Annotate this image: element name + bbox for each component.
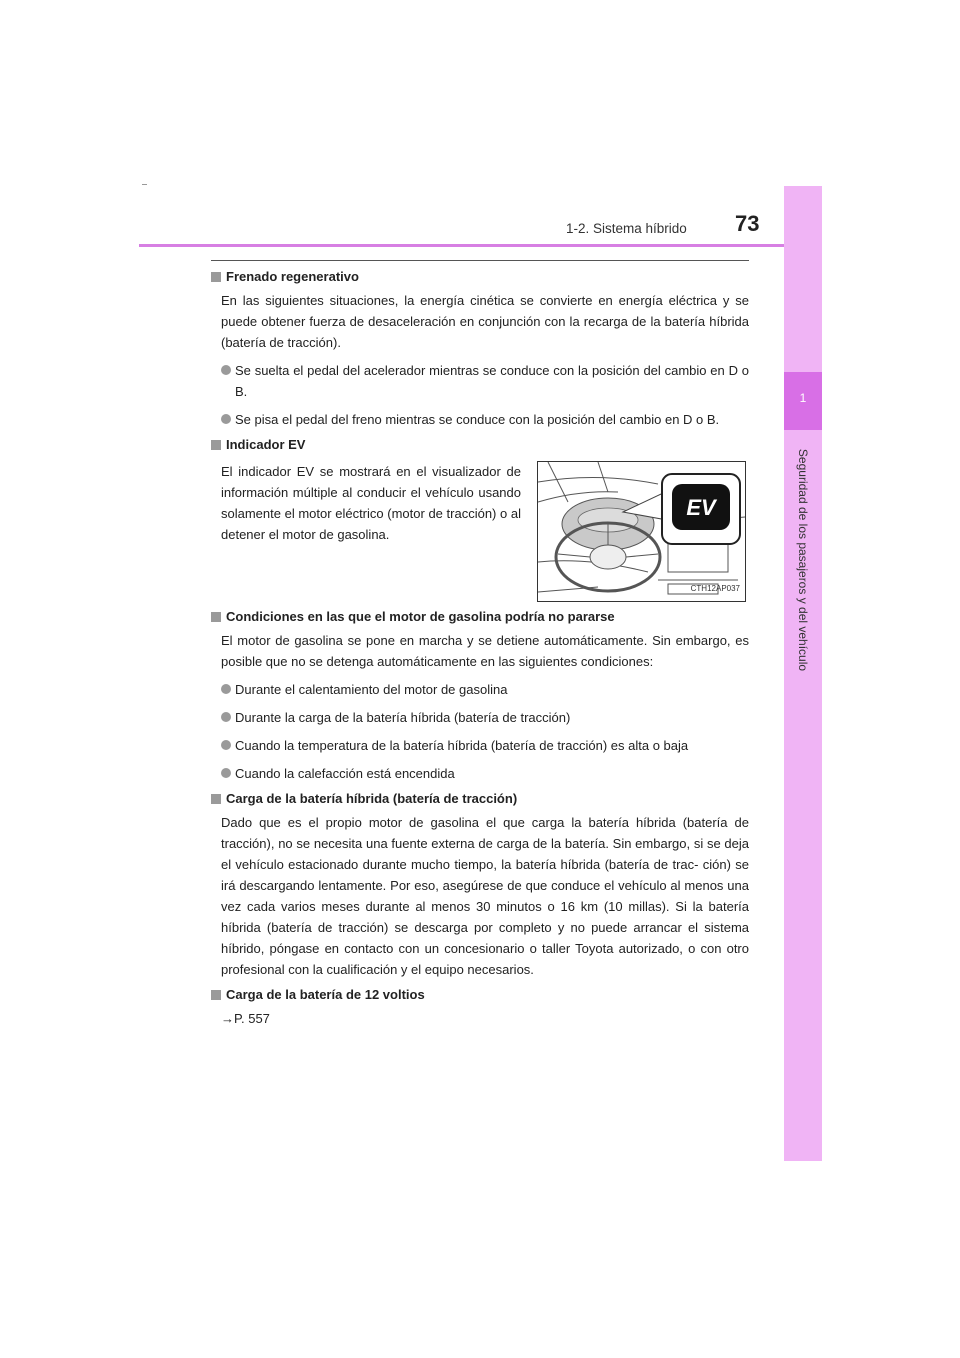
heading-hybrid-battery-charge: Carga de la batería híbrida (batería de tracción): [211, 788, 749, 809]
regen-paragraph: En las siguientes situaciones, la energía cinética se convierte en energía eléctrica y se puede obtener fuerza de desaceleración en conjunción con la recarga de la batería híbrida (batería de tracción).: [221, 293, 749, 350]
page-content: [211, 266, 749, 1029]
engine-paragraph: El motor de gasolina se pone en marcha y se detiene automáticamente. Sin embargo, es posible que no se detenga automáticamente en las siguientes condiciones:: [221, 633, 749, 669]
square-bullet-icon: [211, 794, 221, 804]
header-rule: [139, 244, 820, 247]
page-number: 73: [735, 211, 760, 236]
list-item: Durante el calentamiento del motor de gasolina: [211, 679, 749, 700]
circle-bullet-icon: [221, 684, 231, 694]
chapter-side-tab: [784, 186, 822, 1161]
list-item: Se suelta el pedal del acelerador mientras se conduce con la posición del cambio en D o B.: [211, 360, 749, 402]
square-bullet-icon: [211, 440, 221, 450]
circle-bullet-icon: [221, 712, 231, 722]
circle-bullet-icon: [221, 414, 231, 424]
square-bullet-icon: [211, 990, 221, 1000]
square-bullet-icon: [211, 272, 221, 282]
dashboard-illustration: [537, 461, 746, 602]
content-top-rule: [211, 260, 749, 261]
list-item: Cuando la calefacción está encendida: [211, 763, 749, 784]
ev-indicator-icon: EV: [686, 495, 716, 520]
list-item: Cuando la temperatura de la batería híbrida (batería de tracción) es alta o baja: [211, 735, 749, 756]
heading-12v-battery-charge: Carga de la batería de 12 voltios: [211, 984, 749, 1005]
ev-section: [211, 461, 749, 602]
page-reference-link[interactable]: →P. 557: [221, 1011, 270, 1026]
crop-mark: [142, 184, 147, 185]
chapter-title-vertical: Seguridad de los pasajeros y del vehículo: [796, 448, 810, 672]
circle-bullet-icon: [221, 740, 231, 750]
heading-ev-indicator: Indicador EV: [211, 434, 749, 455]
image-code: CTH12AP037: [690, 584, 740, 593]
circle-bullet-icon: [221, 365, 231, 375]
ev-paragraph: El indicador EV se mostrará en el visualizador de información múltiple al conducir el vehículo usando solamente el motor eléctrico (motor de tracción) o al detener el motor de gasolina.: [221, 464, 521, 542]
section-title: 1-2. Sistema híbrido: [566, 221, 687, 236]
heading-regenerative-braking: Frenado regenerativo: [211, 266, 749, 287]
list-item: Durante la carga de la batería híbrida (batería de tracción): [211, 707, 749, 728]
heading-engine-conditions: Condiciones en las que el motor de gasolina podría no pararse: [211, 606, 749, 627]
list-item: Se pisa el pedal del freno mientras se conduce con la posición del cambio en D o B.: [211, 409, 749, 430]
chapter-number: 1: [799, 391, 807, 405]
square-bullet-icon: [211, 612, 221, 622]
circle-bullet-icon: [221, 768, 231, 778]
charge-paragraph: Dado que es el propio motor de gasolina el que carga la batería híbrida (batería de tracción), no se necesita una fuente externa de carga de la batería. Sin embargo, si se deja el vehículo estacionado durante mucho tiempo, la batería híbrida (batería de trac- ción) se irá descargando lentamente. Por eso, asegúrese de que conduce el vehículo al menos una vez cada varios meses durante al menos 30 minutos o 16 km (10 millas). Si la batería híbrida (batería de tracción) se descarga por completo y no puede arrancar el sistema híbrido, póngase en contacto con un concesionario o taller Toyota autorizado, o con otro profesional con la cualificación y el equipo necesarios.: [221, 815, 749, 977]
